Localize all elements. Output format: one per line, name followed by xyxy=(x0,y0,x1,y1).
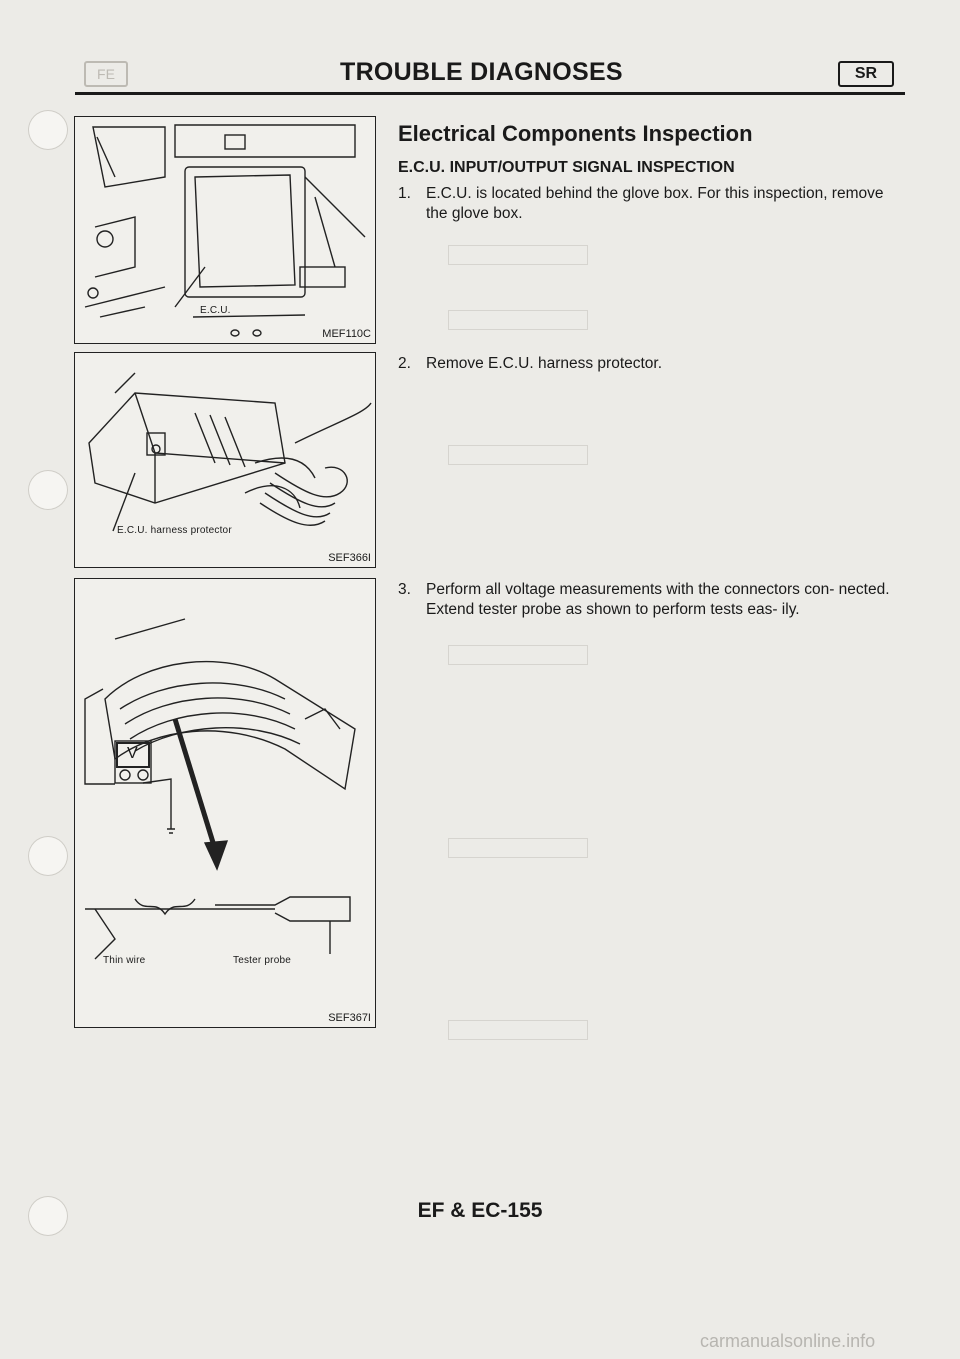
bleed-through-box xyxy=(448,245,588,265)
step-number: 2. xyxy=(398,355,411,372)
figure-code: SEF366I xyxy=(328,552,371,564)
bleed-through-box xyxy=(448,445,588,465)
figure-label-harness-protector: E.C.U. harness protector xyxy=(117,525,232,536)
header-badge: SR xyxy=(838,61,894,87)
figure-code: SEF367I xyxy=(328,1012,371,1024)
figure-ecu-location xyxy=(74,116,376,344)
figure-tester-probe xyxy=(74,578,376,1028)
binder-hole xyxy=(28,110,68,150)
figure-label-thin-wire: Thin wire xyxy=(103,955,146,966)
binder-hole xyxy=(28,836,68,876)
binder-hole xyxy=(28,470,68,510)
step-2 xyxy=(398,354,898,376)
bleed-through-box xyxy=(448,1020,588,1040)
section-title: Electrical Components Inspection xyxy=(398,121,753,146)
bleed-through-box xyxy=(448,838,588,858)
step-text: E.C.U. is located behind the glove box. For this inspection, remove the glove box. xyxy=(426,185,884,222)
bleed-through-box xyxy=(448,645,588,665)
page-header-title: TROUBLE DIAGNOSES xyxy=(340,58,623,86)
step-1 xyxy=(398,184,898,228)
figure-harness-protector xyxy=(74,352,376,568)
section-subtitle: E.C.U. INPUT/OUTPUT SIGNAL INSPECTION xyxy=(398,159,735,176)
figure-label-ecu: E.C.U. xyxy=(200,305,231,316)
page-number: EF & EC-155 xyxy=(417,1199,543,1222)
figure-code: MEF110C xyxy=(322,328,371,340)
header-badge-left: FE xyxy=(84,61,128,87)
step-text: Remove E.C.U. harness protector. xyxy=(426,355,663,372)
step-text: Perform all voltage measurements with the connectors con- nected. Extend tester probe as shown to perform tests eas- ily. xyxy=(426,581,890,618)
header-rule xyxy=(75,92,905,95)
step-number: 1. xyxy=(398,185,411,202)
figure-label-voltmeter: V xyxy=(127,745,138,762)
step-3 xyxy=(398,580,898,644)
step-number: 3. xyxy=(398,581,411,598)
watermark: carmanualsonline.info xyxy=(700,1331,876,1351)
figure-label-tester-probe: Tester probe xyxy=(233,955,291,966)
bleed-through-box xyxy=(448,310,588,330)
